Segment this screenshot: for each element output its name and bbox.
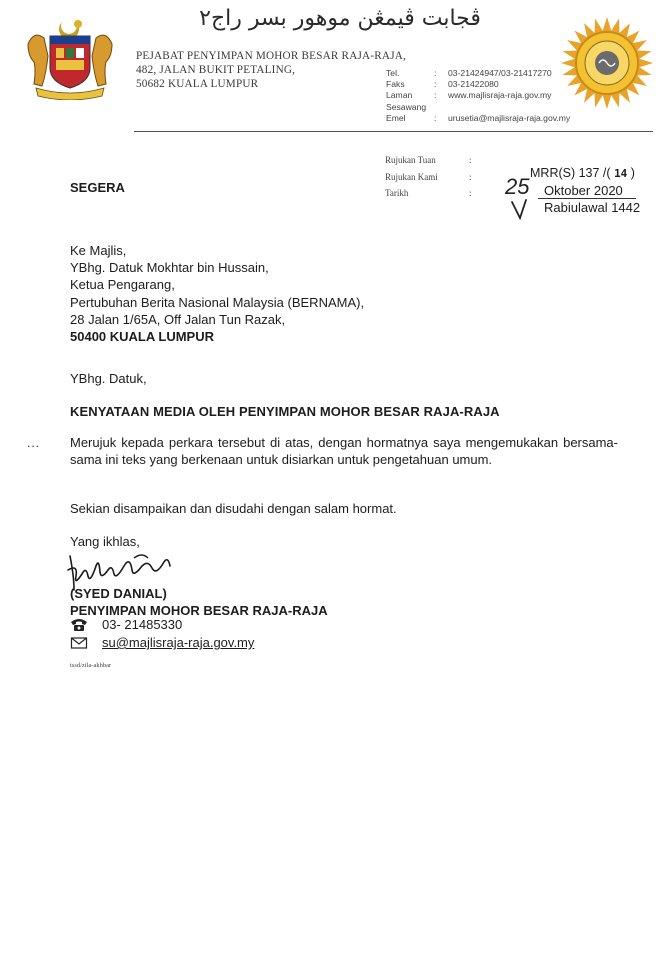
yours-sincerely: Yang ikhlas, <box>70 534 140 549</box>
rujukan-tuan-label: Rujukan Tuan <box>385 155 436 165</box>
recipient-line: 28 Jalan 1/65A, Off Jalan Tun Razak, <box>70 311 286 327</box>
fax-value: 03-21422080 <box>448 79 499 90</box>
email-value[interactable]: urusetia@majlisraja-raja.gov.my <box>448 112 571 123</box>
ref-colon: : <box>469 188 472 198</box>
signatory-block <box>70 585 328 619</box>
reference-handwritten: 14 <box>614 167 628 180</box>
contact-colon: : <box>434 79 437 90</box>
reference-printed: MRR(S) 137 /( <box>530 166 611 180</box>
phone-number[interactable]: 03- 21485330 <box>102 617 183 632</box>
margin-dots: ... <box>27 436 41 450</box>
malaysia-coat-of-arms-logo <box>22 14 118 100</box>
address-line: 482, JALAN BUKIT PETALING, <box>136 64 296 76</box>
ref-colon: : <box>469 155 472 165</box>
recipient-line: YBhg. Datuk Mokhtar bin Hussain, <box>70 260 269 276</box>
tarikh-label: Tarikh <box>385 188 409 198</box>
contact-label: Faks <box>386 79 405 90</box>
telephone-icon <box>70 618 88 632</box>
email-link[interactable]: su@majlisraja-raja.gov.my <box>102 635 255 650</box>
closing-line: Sekian disampaikan dan disudahi dengan salam hormat. <box>70 501 397 516</box>
reference-table <box>385 152 472 202</box>
address-line: PEJABAT PENYIMPAN MOHOR BESAR RAJA-RAJA, <box>136 50 407 62</box>
contact-label: Tel. <box>386 68 400 78</box>
reference-close: ) <box>630 166 635 180</box>
date-day-handwritten: 25 <box>505 174 530 199</box>
contact-label: Emel <box>386 112 406 123</box>
salutation: YBhg. Datuk, <box>70 371 147 386</box>
header-divider <box>134 131 653 132</box>
rujukan-kami-label: Rujukan Kami <box>385 171 438 182</box>
body-paragraph: Merujuk kepada perkara tersebut di atas, dengan hormatnya saya mengemukakan bersama-sama ini teks yang berkenaan untuk disiarkan untuk pengetahuan umum. <box>70 435 618 467</box>
signatory-title: PENYIMPAN MOHOR BESAR RAJA-RAJA <box>70 603 328 618</box>
signatory-phone <box>70 617 182 632</box>
checkmark-icon <box>508 198 536 220</box>
urgent-label: SEGERA <box>70 180 125 195</box>
reference-initials: tssd/zila-akhbar <box>70 662 112 669</box>
hijri-date: Rabiulawal 1442 <box>544 200 641 215</box>
letter-subject: KENYATAAN MEDIA OLEH PENYIMPAN MOHOR BESAR RAJA-RAJA <box>70 404 500 419</box>
office-address <box>136 49 406 91</box>
website-value[interactable]: www.majlisraja-raja.gov.my <box>448 90 552 101</box>
royal-seal-emblem <box>560 16 654 110</box>
envelope-icon <box>70 636 88 650</box>
contact-colon: : <box>434 90 437 101</box>
recipient-line: Ke Majlis, <box>70 243 127 258</box>
recipient-line: Ketua Pengarang, <box>70 277 175 293</box>
date-underline <box>538 198 636 199</box>
signatory-email <box>70 635 254 650</box>
tel-value: 03-21424947/03-21417270 <box>448 68 552 78</box>
ref-colon: : <box>469 171 472 182</box>
svg-text:ڤجابت ڤيمڠن موهور بسر راج٢: ڤجابت ڤيمڠن موهور بسر راج٢ <box>199 6 481 31</box>
contact-details <box>386 68 570 124</box>
contact-label: Sesawang <box>386 101 427 112</box>
contact-colon: : <box>434 112 437 123</box>
signatory-name: (SYED DANIAL) <box>70 586 167 601</box>
date-month: Oktober 2020 <box>544 183 623 198</box>
recipient-address <box>70 242 364 345</box>
recipient-city: 50400 KUALA LUMPUR <box>70 329 214 345</box>
recipient-line: Pertubuhan Berita Nasional Malaysia (BERNAMA), <box>70 294 365 310</box>
contact-colon: : <box>434 68 437 78</box>
our-reference-number <box>530 166 635 180</box>
address-line: 50682 KUALA LUMPUR <box>136 78 259 90</box>
jawi-letterhead-title <box>175 2 505 32</box>
contact-label: Laman <box>386 90 413 101</box>
